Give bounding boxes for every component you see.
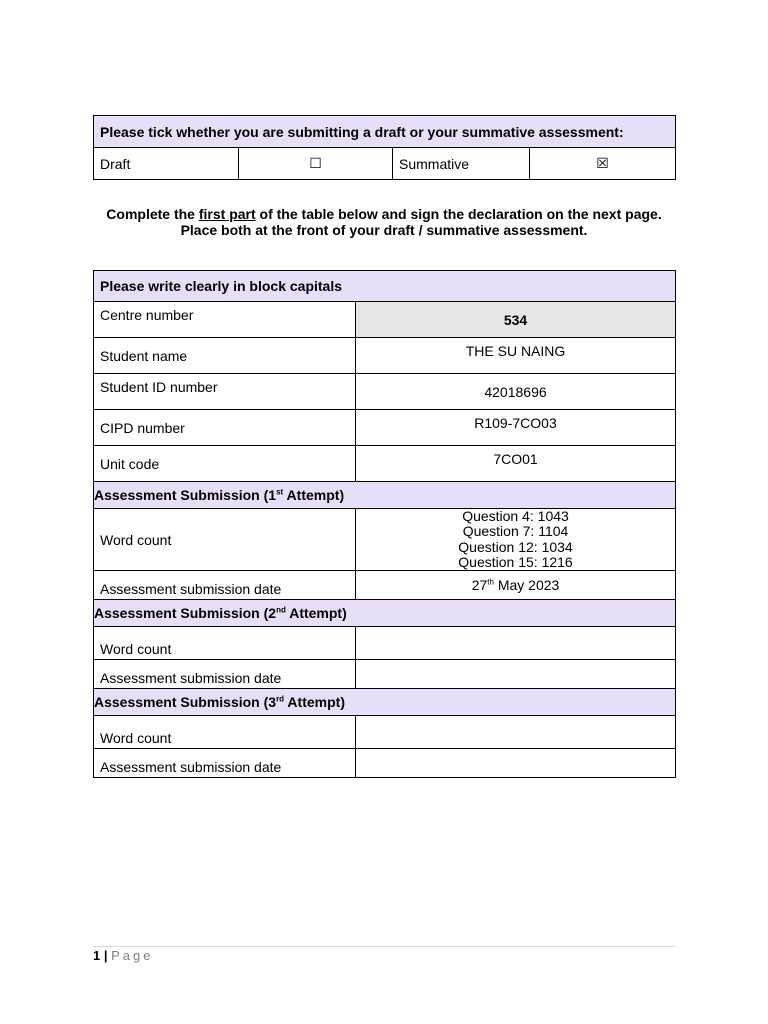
attempt-3-date-field[interactable]: [356, 749, 676, 778]
cipd-number-label: CIPD number: [94, 410, 356, 446]
attempt-3-word-count-field[interactable]: [356, 716, 676, 749]
draft-checkbox[interactable]: ☐: [239, 148, 393, 180]
instructions: [93, 207, 675, 238]
draft-label: Draft: [94, 148, 239, 180]
word-count-line: Question 7: 1104: [462, 523, 569, 540]
footer-divider: [93, 946, 675, 947]
submission-type-header: Please tick whether you are submitting a draft or your summative assessment:: [94, 116, 676, 148]
footer-separator: |: [103, 948, 108, 963]
attempt-3-header: Assessment Submission (3rd Attempt): [94, 689, 676, 716]
centre-number-label: Centre number: [94, 302, 356, 338]
word-count-line: Question 12: 1034: [458, 538, 573, 555]
student-id-field[interactable]: 42018696: [356, 374, 676, 410]
unit-code-label: Unit code: [94, 446, 356, 482]
page-footer: [93, 948, 154, 963]
student-id-label: Student ID number: [94, 374, 356, 410]
attempt-3-word-count-label: Word count: [94, 716, 356, 749]
student-details-table: [93, 270, 676, 778]
attempt-2-word-count-field[interactable]: [356, 627, 676, 660]
attempt-2-word-count-label: Word count: [94, 627, 356, 660]
summative-label: Summative: [393, 148, 530, 180]
attempt-1-word-count-field[interactable]: [356, 509, 676, 571]
cipd-number-field[interactable]: R109-7CO03: [356, 410, 676, 446]
unit-code-field[interactable]: 7CO01: [356, 446, 676, 482]
attempt-2-date-field[interactable]: [356, 660, 676, 689]
first-part-emphasis: first part: [198, 206, 256, 222]
attempt-2-date-label: Assessment submission date: [94, 660, 356, 689]
student-name-label: Student name: [94, 338, 356, 374]
word-count-line: Question 15: 1216: [458, 553, 573, 570]
attempt-3-date-label: Assessment submission date: [94, 749, 356, 778]
student-name-field[interactable]: THE SU NAING: [356, 338, 676, 374]
attempt-1-header: Assessment Submission (1st Attempt): [94, 482, 676, 509]
attempt-1-date-label: Assessment submission date: [94, 571, 356, 600]
submission-type-table: [93, 115, 676, 180]
summative-checkbox[interactable]: ☒: [530, 148, 676, 180]
instructions-line-2: Place both at the front of your draft / summative assessment.: [180, 221, 588, 238]
block-capitals-header: Please write clearly in block capitals: [94, 271, 676, 302]
page-number: 1: [93, 948, 101, 963]
word-count-line: Question 4: 1043: [462, 508, 569, 524]
instructions-line-1: Complete the first part of the table below and sign the declaration on the next page.: [106, 206, 662, 222]
centre-number-value: 534: [356, 302, 676, 338]
attempt-1-date-field[interactable]: 27th May 2023: [356, 571, 676, 600]
attempt-2-header: Assessment Submission (2nd Attempt): [94, 600, 676, 627]
page-word: Page: [111, 948, 154, 963]
attempt-1-word-count-label: Word count: [94, 509, 356, 571]
